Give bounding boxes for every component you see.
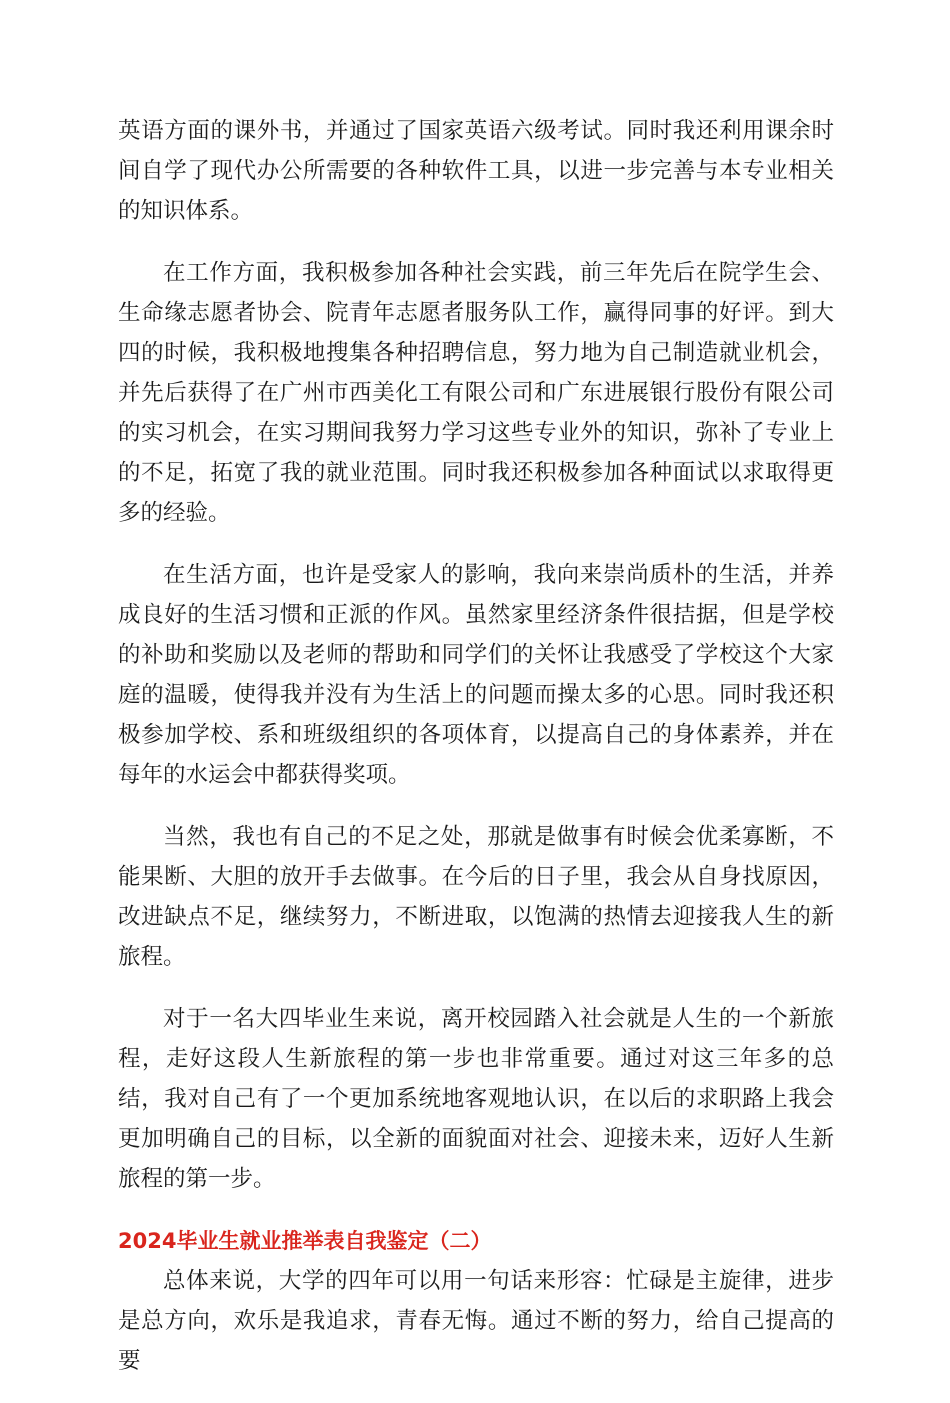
paragraph-conclusion: 对于一名大四毕业生来说，离开校园踏入社会就是人生的一个新旅程，走好这段人生新旅程的第一步也非常重要。通过对这三年多的总结，我对自己有了一个更加系统地客观地认识，在以后的求职路上我会更加明确自己的目标，以全新的面貌面对社会、迎接未来，迈好人生新旅程的第一步。 [118, 1006, 834, 1192]
paragraph-life: 在生活方面，也许是受家人的影响，我向来崇尚质朴的生活，并养成良好的生活习惯和正派的作风。虽然家里经济条件很拮据，但是学校的补助和奖励以及老师的帮助和同学们的关怀让我感受了学校这个大家庭的温暖，使得我并没有为生活上的问题而操太多的心思。同时我还积极参加学校、系和班级组织的各项体育，以提高自己的身体素养，并在每年的水运会中都获得奖项。 [118, 562, 834, 788]
section-heading: 2024毕业生就业推举表自我鉴定（二） [118, 1229, 492, 1253]
paragraph-study-continued: 英语方面的课外书，并通过了国家英语六级考试。同时我还利用课余时间自学了现代办公所需要的各种软件工具，以进一步完善与本专业相关的知识体系。 [118, 118, 834, 224]
paragraph-work: 在工作方面，我积极参加各种社会实践，前三年先后在院学生会、生命缘志愿者协会、院青年志愿者服务队工作，赢得同事的好评。到大四的时候，我积极地搜集各种招聘信息，努力地为自己制造就业机会，并先后获得了在广州市西美化工有限公司和广东进展银行股份有限公司的实习机会，在实习期间我努力学习这些专业外的知识，弥补了专业上的不足，拓宽了我的就业范围。同时我还积极参加各种面试以求取得更多的经验。 [118, 260, 834, 526]
document-body [118, 111, 834, 1403]
paragraph-section-two-intro: 总体来说，大学的四年可以用一句话来形容：忙碌是主旋律，进步是总方向，欢乐是我追求，青春无悔。通过不断的努力，给自己提高的要 [118, 1268, 834, 1374]
paragraph-shortcomings: 当然，我也有自己的不足之处，那就是做事有时候会优柔寡断，不能果断、大胆的放开手去做事。在今后的日子里，我会从自身找原因，改进缺点不足，继续努力，不断进取，以饱满的热情去迎接我人生的新旅程。 [118, 824, 834, 970]
